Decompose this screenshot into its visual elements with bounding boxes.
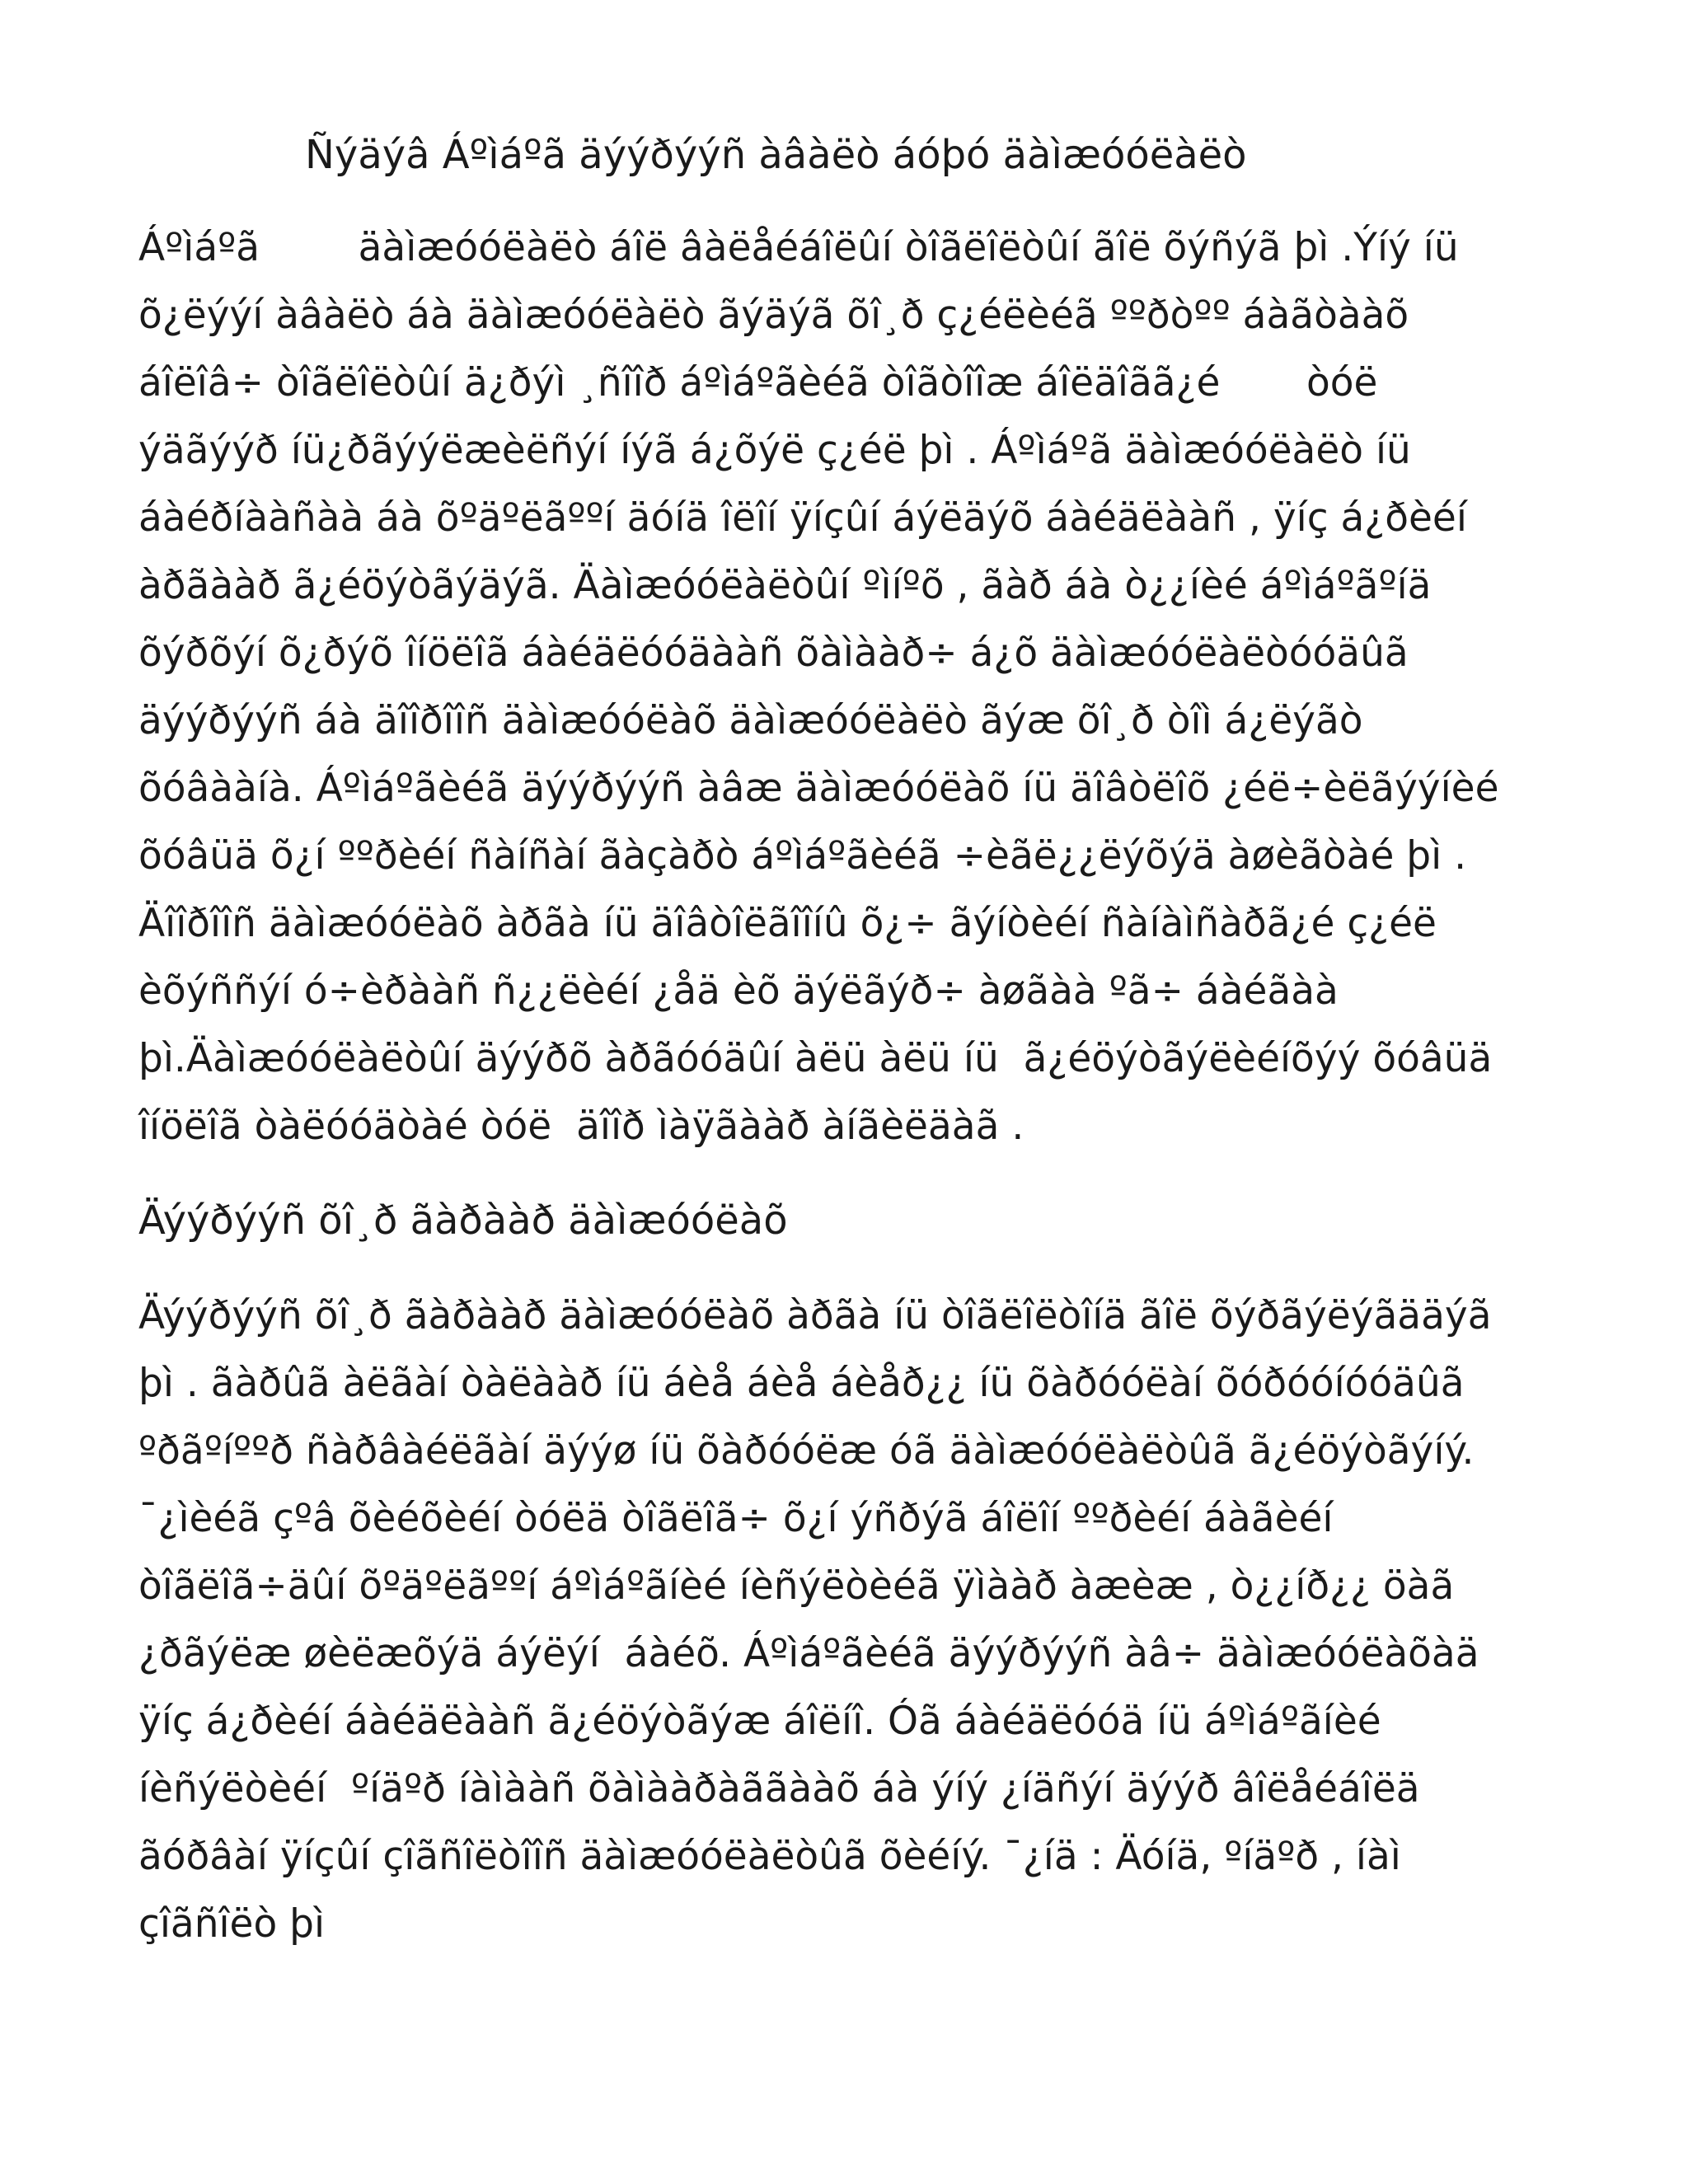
paragraph-line: èõýññýí ó÷èðààñ ñ¿¿ëèéí ¿åä èõ äýëãýð÷ àøãàà ºã÷ áàéãàà <box>138 968 1339 1014</box>
paragraph-2 <box>138 1282 1498 1958</box>
paragraph-line: íèñýëòèéí ºíäºð íàìààñ õàìààðàããààõ áà ýíý ¿íäñýí äýýð âîëåéáîëä <box>138 1766 1420 1811</box>
paragraph-line: ¯¿ìèéã çºâ õèéõèéí òóëä òîãëîã÷ õ¿í ýñðýã áîëîí ººðèéí áàãèéí <box>138 1496 1334 1541</box>
paragraph-line: þì . ãàðûã àëãàí òàëààð íü áèå áèå áèåð¿¿ íü õàðóóëàí õóðóóíóóäûã <box>138 1361 1465 1406</box>
paragraph-line: Äîîðîîñ äàìæóóëàõ àðãà íü äîâòîëãîîíû õ¿÷ ãýíòèéí ñàíàìñàðã¿é ç¿éë <box>138 901 1437 946</box>
paragraph-line: ãóðâàí ÿíçûí çîãñîëòîîñ äàìæóóëàëòûã õèéíý. ¯¿íä : Äóíä, ºíäºð , íàì <box>138 1834 1401 1879</box>
paragraph-line: õ¿ëýýí àâàëò áà äàìæóóëàëò ãýäýã õî¸ð ç¿éëèéã ººðòºº áàãòààõ <box>138 293 1409 338</box>
paragraph-line: ¿ðãýëæ øèëæõýä áýëýí áàéõ. Áºìáºãèéã äýýðýýñ àâ÷ äàìæóóëàõàä <box>138 1631 1479 1676</box>
document-title: Ñýäýâ Áºìáºã äýýðýýñ àâàëò áóþó äàìæóóëàëò <box>305 132 1247 178</box>
paragraph-line: ºðãºíººð ñàðâàéëãàí äýýø íü õàðóóëæ óã äàìæóóëàëòûã ã¿éöýòãýíý. <box>138 1428 1475 1474</box>
paragraph-line: þì.Äàìæóóëàëòûí äýýðõ àðãóóäûí àëü àëü íü ã¿éöýòãýëèéíõýý õóâüä <box>138 1036 1493 1081</box>
paragraph-line: äýýðýýñ áà äîîðîîñ äàìæóóëàõ äàìæóóëàëò ãýæ õî¸ð òîì á¿ëýãò <box>138 698 1363 743</box>
paragraph-line: çîãñîëò þì <box>138 1901 326 1947</box>
paragraph-line: õýðõýí õ¿ðýõ îíöëîã áàéäëóóäààñ õàìààð÷ á¿õ äàìæóóëàëòóóäûã <box>138 630 1409 676</box>
paragraph-line: áàéðíààñàà áà õºäºëãººí äóíä îëîí ÿíçûí áýëäýõ áàéäëààñ , ÿíç á¿ðèéí <box>138 495 1467 541</box>
paragraph-1 <box>138 214 1498 1160</box>
paragraph-line: òîãëîã÷äûí õºäºëãººí áºìáºãíèé íèñýëòèéã ÿìààð àæèæ , ò¿¿íð¿¿ öàã <box>138 1563 1455 1609</box>
paragraph-line: àðãààð ã¿éöýòãýäýã. Äàìæóóëàëòûí ºìíºõ , ãàð áà ò¿¿íèé áºìáºãºíä <box>138 563 1432 608</box>
paragraph-line: îíöëîã òàëóóäòàé òóë äîîð ìàÿãààð àíãèëäàã . <box>138 1104 1025 1149</box>
section-heading: Äýýðýýñ õî¸ð ãàðààð äàìæóóëàõ <box>138 1197 788 1244</box>
paragraph-line: ýäãýýð íü¿ðãýýëæèëñýí íýã á¿õýë ç¿éë þì . Áºìáºã äàìæóóëàëò íü <box>138 428 1411 473</box>
paragraph-line: õóâààíà. Áºìáºãèéã äýýðýýñ àâæ äàìæóóëàõ íü äîâòëîõ ¿éë÷èëãýýíèé <box>138 766 1499 811</box>
paragraph-line: Äýýðýýñ õî¸ð ãàðààð äàìæóóëàõ àðãà íü òîãëîëòîíä ãîë õýðãýëýãääýã <box>138 1293 1492 1338</box>
paragraph-line: õóâüä õ¿í ººðèéí ñàíñàí ãàçàðò áºìáºãèéã ÷èãë¿¿ëýõýä àøèãòàé þì . <box>138 833 1467 879</box>
paragraph-line: Áºìáºã äàìæóóëàëò áîë âàëåéáîëûí òîãëîëòûí ãîë õýñýã þì .Ýíý íü <box>138 225 1459 270</box>
paragraph-line: áîëîâ÷ òîãëîëòûí ä¿ðýì ¸ñîîð áºìáºãèéã òîãòîîæ áîëäîãã¿é òóë <box>138 360 1378 405</box>
paragraph-line: ÿíç á¿ðèéí áàéäëààñ ã¿éöýòãýæ áîëíî. Óã áàéäëóóä íü áºìáºãíèé <box>138 1699 1381 1744</box>
